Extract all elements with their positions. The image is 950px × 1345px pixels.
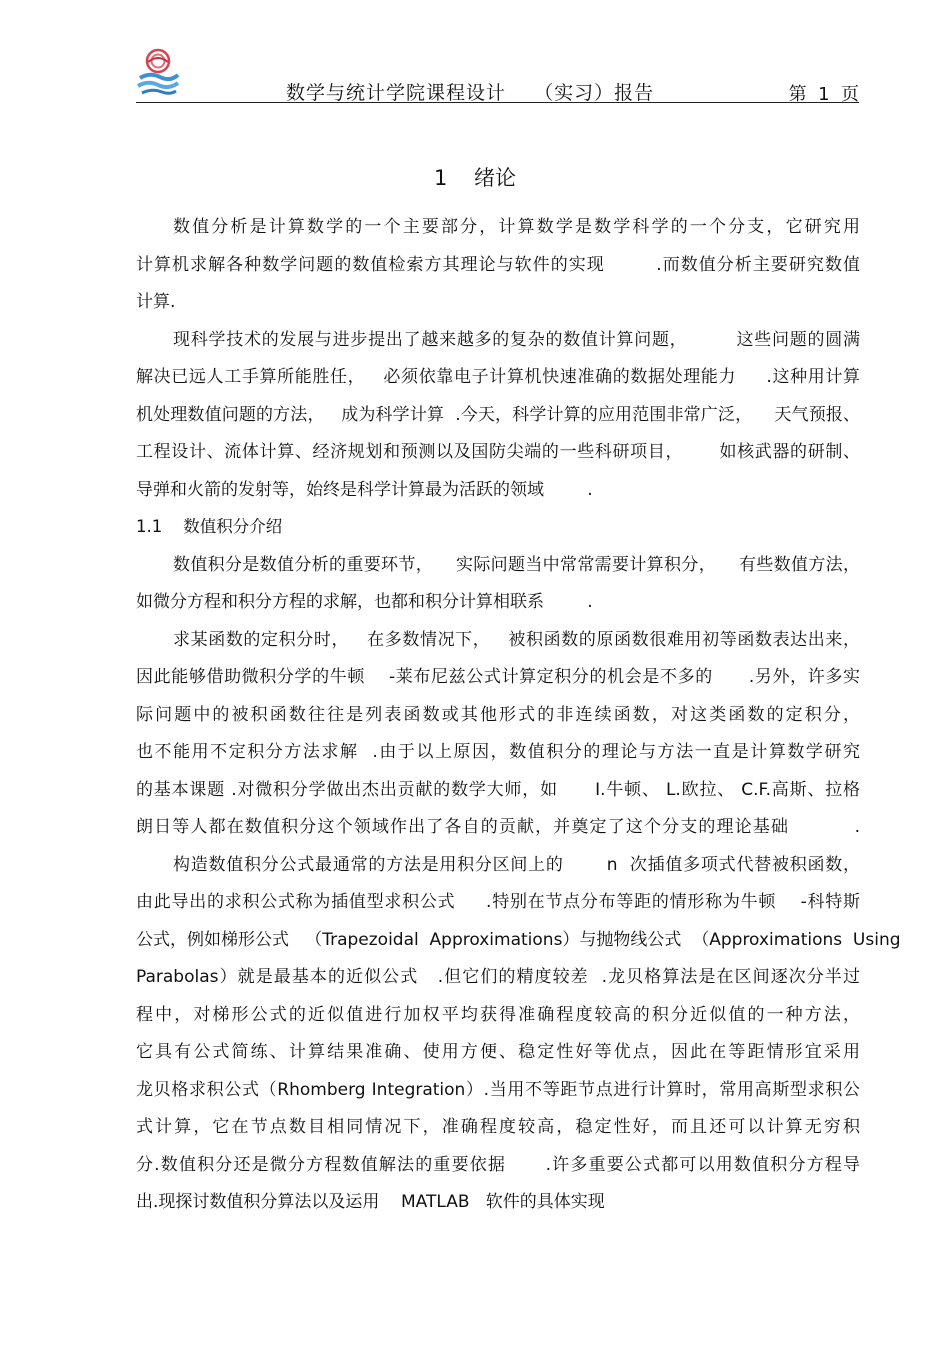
text-line: 求某函数的定积分时， 在多数情况下， 被积函数的原函数很难用初等函数表达出来， bbox=[173, 629, 860, 650]
text-line: 构造数值积分公式最通常的方法是用积分区间上的 n 次插值多项式代替被积函数， bbox=[173, 854, 860, 875]
report-header-title: 数学与统计学院课程设计 （实习）报告 bbox=[286, 82, 655, 104]
section-heading: 1.1 数值积分介绍 bbox=[136, 517, 283, 536]
text-line: Parabolas）就是最基本的近似公式 .但它们的精度较差 .龙贝格算法是在区间逐次分半过 bbox=[136, 967, 860, 987]
page-header bbox=[136, 40, 859, 104]
text-line: 数值分析是计算数学的一个主要部分，计算数学是数学科学的一个分支，它研究用 bbox=[173, 217, 860, 237]
text-line: 现科学技术的发展与进步提出了越来越多的复杂的数值计算问题， 这些问题的圆满 bbox=[173, 329, 860, 350]
text-line: 程中，对梯形公式的近似值进行加权平均获得准确程度较高的积分近似值的一种方法， bbox=[136, 1004, 860, 1025]
text-line: 计算. bbox=[136, 292, 176, 312]
text-line: 工程设计、流体计算、经济规划和预测以及国防尖端的一些科研项目， 如核武器的研制、 bbox=[136, 442, 860, 462]
text-line: 计算机求解各种数学问题的数值检索方其理论与软件的实现 .而数值分析主要研究数值 bbox=[136, 254, 860, 275]
text-line: 出.现探讨数值积分算法以及运用 MATLAB 软件的具体实现 bbox=[136, 1192, 605, 1212]
text-line: 数值积分是数值分析的重要环节， 实际问题当中常常需要计算积分， 有些数值方法， bbox=[173, 554, 860, 575]
text-line: 机处理数值问题的方法， 成为科学计算 .今天，科学计算的应用范围非常广泛， 天气预报、 bbox=[136, 404, 860, 425]
university-logo-icon bbox=[136, 46, 180, 98]
text-line: 解决已远人工手算所能胜任， 必须依靠电子计算机快速准确的数据处理能力 .这种用计算 bbox=[136, 367, 860, 387]
text-line: 因此能够借助微积分学的牛顿 -莱布尼兹公式计算定积分的机会是不多的 .另外，许多实 bbox=[136, 667, 860, 687]
text-line: 导弹和火箭的发射等，始终是科学计算最为活跃的领域 . bbox=[136, 479, 593, 500]
text-line: 式计算，它在节点数目相同情况下，准确程度较高，稳定性好，而且还可以计算无穷积 bbox=[136, 1117, 860, 1137]
text-line: 朗日等人都在数值积分这个领域作出了各自的贡献，并奠定了这个分支的理论基础 . bbox=[136, 817, 860, 837]
text-line: 龙贝格求积公式（Rhomberg Integration）.当用不等距节点进行计算时，常用高斯型求积公 bbox=[136, 1079, 860, 1100]
text-line: 际问题中的被积函数往往是列表函数或其他形式的非连续函数，对这类函数的定积分， bbox=[136, 704, 860, 725]
text-line: 它具有公式简练、计算结果准确、使用方便、稳定性好等优点，因此在等距情形宜采用 bbox=[136, 1042, 860, 1062]
text-line: 由此导出的求积公式称为插值型求积公式 .特别在节点分布等距的情形称为牛顿 -科特斯 bbox=[136, 892, 860, 912]
text-line: 的基本课题 .对微积分学做出杰出贡献的数学大师，如 I.牛顿、 L.欧拉、 C.F.高斯、拉格 bbox=[136, 779, 860, 800]
text-line: 分.数值积分还是微分方程数值解法的重要依据 .许多重要公式都可以用数值积分方程导 bbox=[136, 1154, 860, 1175]
text-line: 也不能用不定积分方法求解 .由于以上原因，数值积分的理论与方法一直是计算数学研究 bbox=[136, 742, 860, 762]
document-body bbox=[136, 213, 901, 1226]
header-divider bbox=[136, 102, 859, 103]
page-number: 第 1 页 bbox=[788, 84, 859, 105]
text-line: 如微分方程和积分方程的求解，也都和积分计算相联系 . bbox=[136, 592, 593, 612]
chapter-title: 1 绪论 bbox=[433, 166, 517, 190]
text-line: 公式，例如梯形公式 （Trapezoidal Approximations）与抛物线公式 （Approximations Using bbox=[136, 929, 901, 950]
